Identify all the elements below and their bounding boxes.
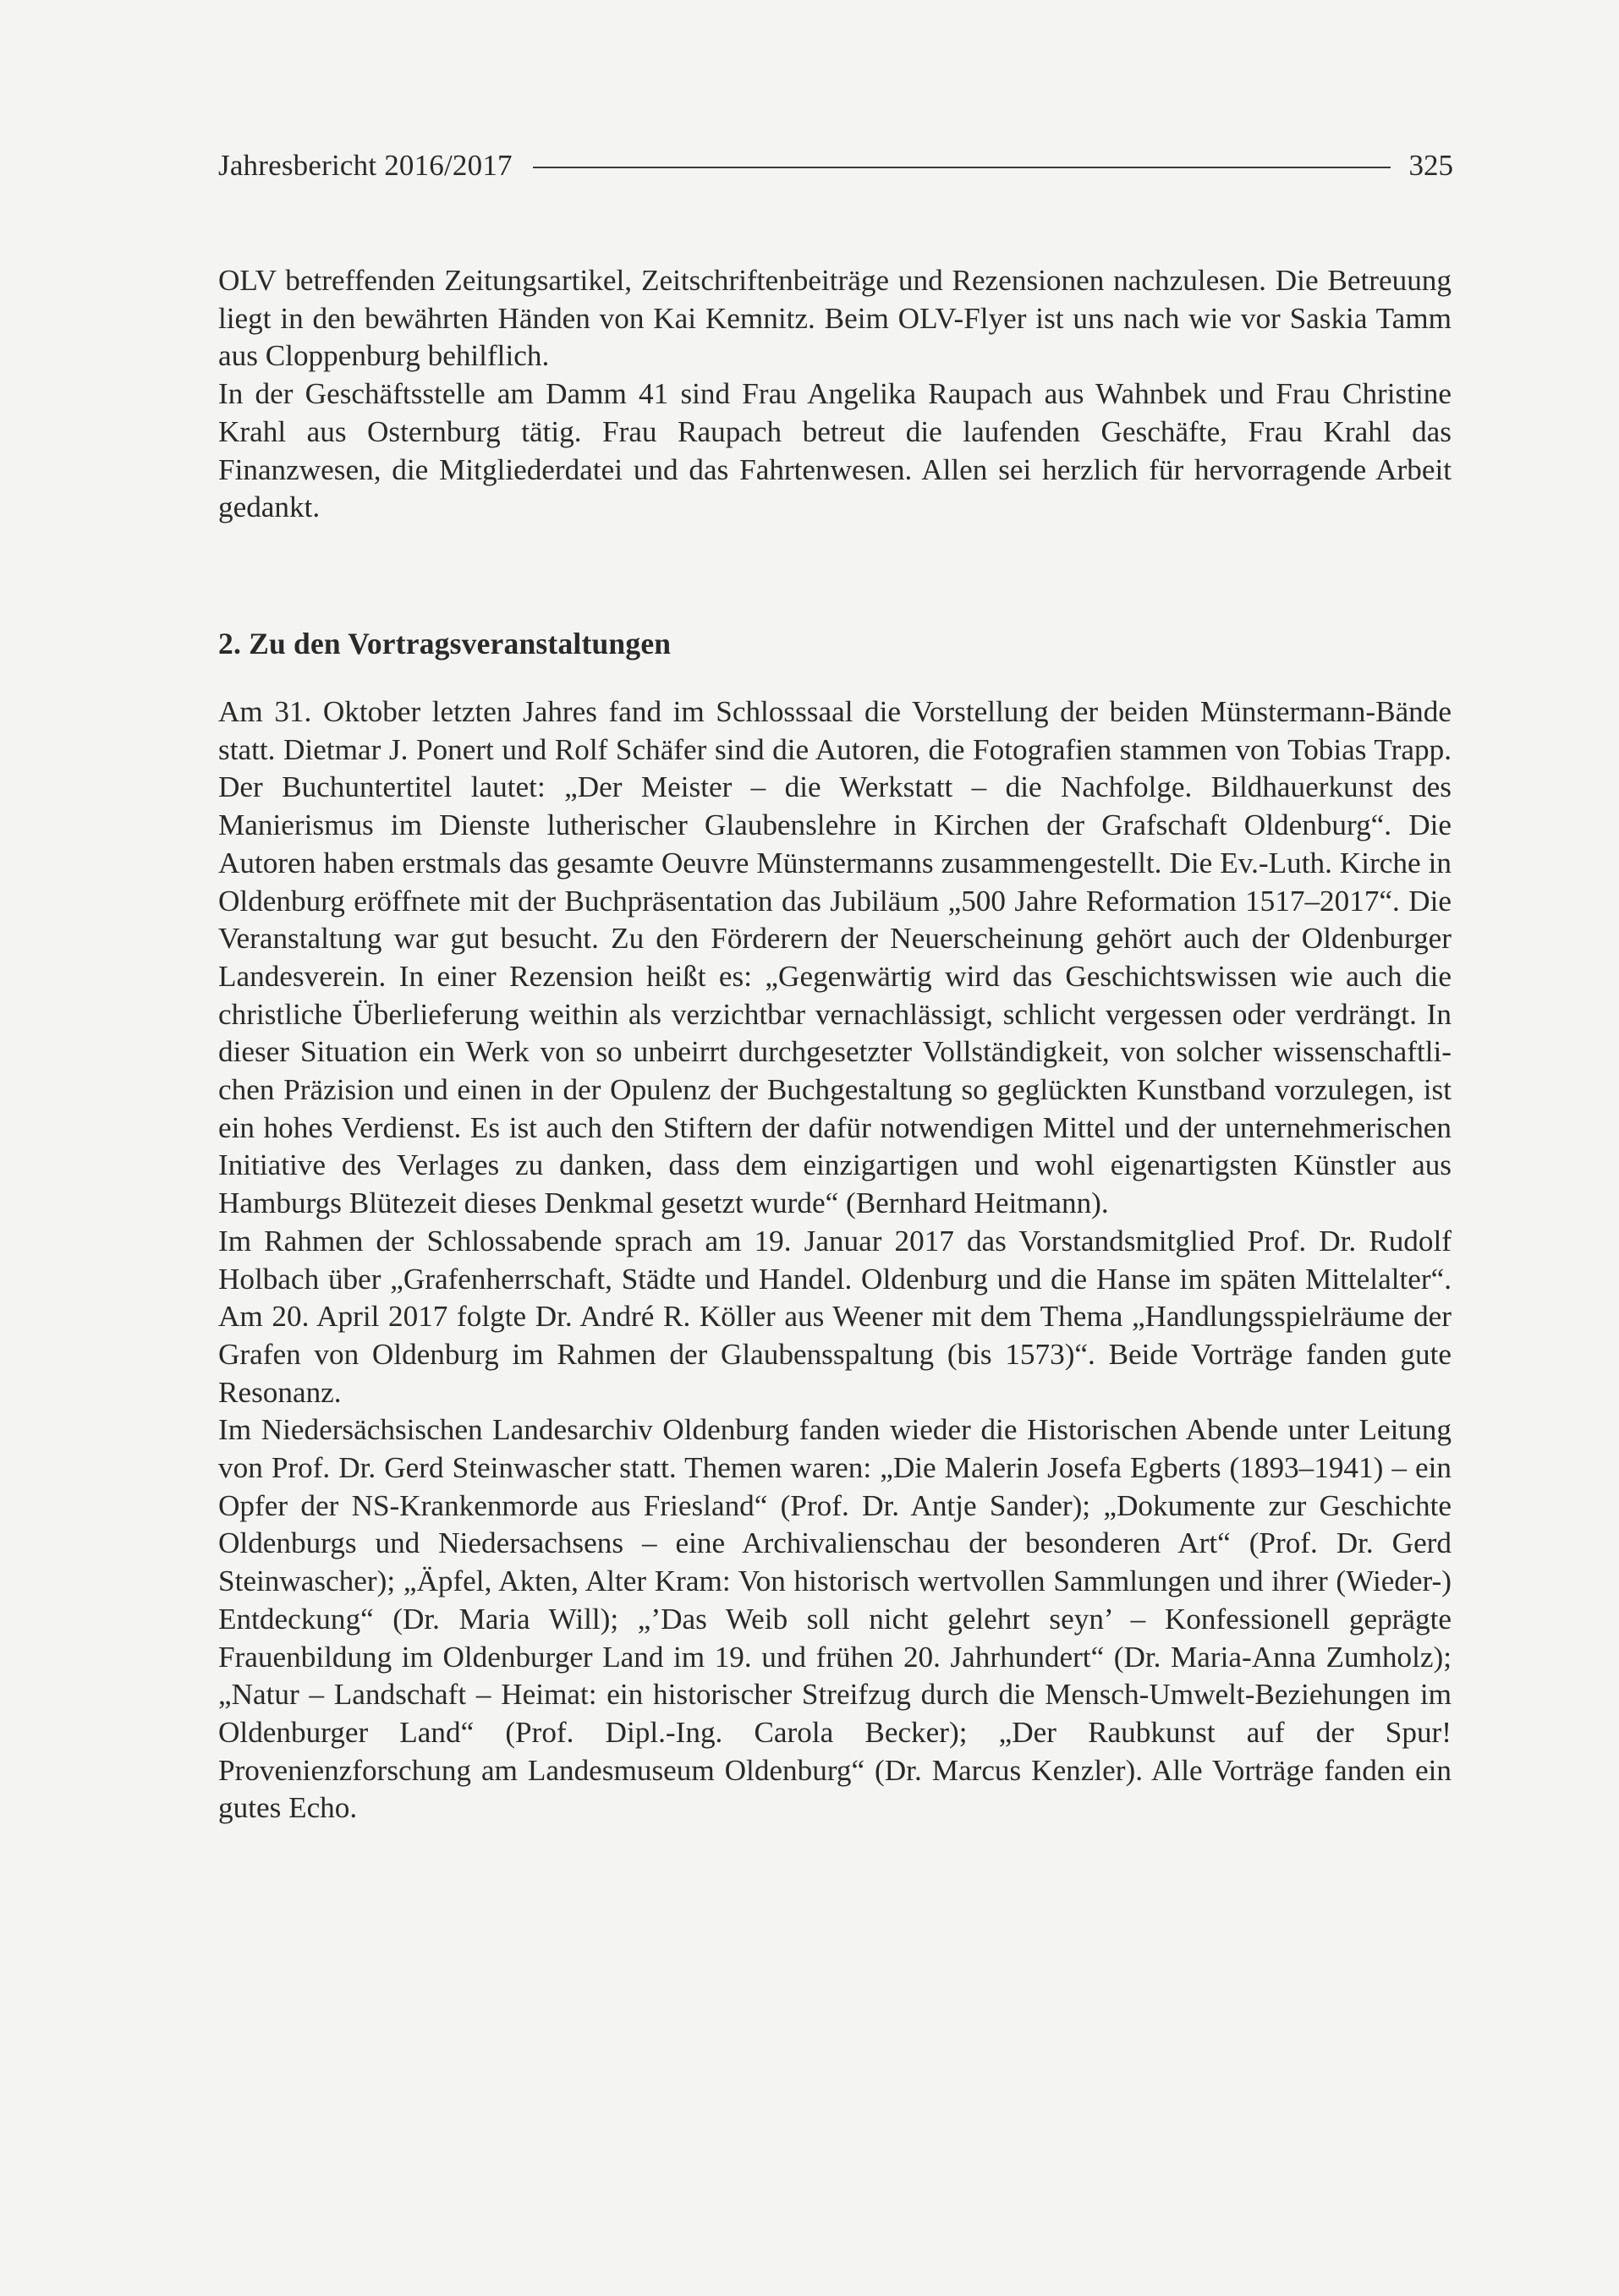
section-text-block bbox=[218, 693, 1452, 1827]
paragraph: OLV betreffenden Zeitungsartikel, Zeitschriftenbeiträge und Rezensionen nachzulesen. Die Betreuung liegt in den bewährten Händen von Kai Kemnitz. Beim OLV-Flyer ist uns nach wie vor Saskia Tamm aus Cloppenburg behilflich. bbox=[218, 264, 1452, 373]
running-title: Jahresbericht 2016/2017 bbox=[218, 149, 513, 182]
paragraph: In der Geschäftsstelle am Damm 41 sind Frau Angelika Raupach aus Wahnbek und Frau Christine Krahl aus Osternburg tätig. Frau Raupach betreut die laufenden Geschäfte, Frau Krahl das Finanzwesen, die Mitgliederdatei und das Fahrtenwesen. Allen sei herzlich für hervorragende Arbeit gedankt. bbox=[218, 377, 1452, 524]
paragraph: Im Niedersächsischen Landesarchiv Oldenburg fanden wieder die Historischen Abende unter Leitung von Prof. Dr. Gerd Steinwascher statt. Themen waren: „Die Malerin Josefa Egberts (1893–1941) – ein Opfer der NS-Krankenmorde aus Friesland“ (Prof. Dr. Antje Sander); „Dokumente zur Geschichte Oldenburgs und Niedersachsens – eine Archivalienschau der besonderen Art“ (Prof. Dr. Gerd Steinwascher); „Äpfel, Akten, Alter Kram: Von historisch wertvollen Sammlungen und ihrer (Wieder-) Entdeckung“ (Dr. Maria Will); „’Das Weib soll nicht gelehrt seyn’ – Konfessionell geprägte Frauenbildung im Oldenburger Land im 19. und frühen 20. Jahrhundert“ (Dr. Maria-Anna Zumholz); „Natur – Landschaft – Heimat: ein historischer Streifzug durch die Mensch-Umwelt-Beziehungen im Oldenburger Land“ (Prof. Dipl.-Ing. Carola Becker); „Der Raubkunst auf der Spur! Provenienzforschung am Landesmuseum Oldenburg“ (Dr. Marcus Kenzler). Alle Vorträge fanden ein gutes Echo. bbox=[218, 1413, 1452, 1825]
header-rule bbox=[533, 167, 1391, 168]
section-heading: 2. Zu den Vortragsveranstaltungen bbox=[218, 627, 672, 660]
intro-text-block bbox=[218, 262, 1452, 527]
paragraph: Am 31. Oktober letzten Jahres fand im Schlosssaal die Vorstellung der beiden Münstermann-Bände statt. Dietmar J. Ponert und Rolf Schäfer sind die Autoren, die Fotografien stammen von Tobias Trapp. Der Buchuntertitel lautet: „Der Meister – die Werkstatt – die Nachfolge. Bildhauerkunst des Manierismus im Dienste lutherischer Glaubenslehre in Kirchen der Grafschaft Oldenburg“. Die Autoren haben erstmals das gesamte Oeuvre Münstermanns zusammengestellt. Die Ev.-Luth. Kirche in Oldenburg eröffnete mit der Buchpräsentation das Jubiläum „500 Jahre Reformation 1517–2017“. Die Veranstaltung war gut besucht. Zu den Förderern der Neuerscheinung gehört auch der Oldenburger Landesverein. In einer Rezension heißt es: „Gegenwärtig wird das Geschichtswissen wie auch die christliche Überlieferung weithin als verzichtbar vernachlässigt, schlicht vergessen oder verdrängt. In dieser Situation ein Werk von so unbeirrt durchgesetzter Vollständigkeit, von solcher wissenschaftlichen Präzision und einen in der Opulenz der Buchgestaltung so geglückten Kunstband vorzulegen, ist ein hohes Verdienst. Es ist auch den Stiftern der dafür notwendigen Mittel und der unternehmerischen Initiative des Verlages zu danken, dass dem einzigartigen und wohl eigenartigsten Künstler aus Hamburgs Blütezeit dieses Denkmal gesetzt wurde“ (Bernhard Heitmann). bbox=[218, 695, 1452, 1220]
page-number: 325 bbox=[1408, 149, 1453, 182]
paragraph: Im Rahmen der Schlossabende sprach am 19. Januar 2017 das Vorstandsmitglied Prof. Dr. Rudolf Holbach über „Grafenherrschaft, Städte und Handel. Oldenburg und die Hanse im späten Mittelalter“. Am 20. April 2017 folgte Dr. André R. Köller aus Weener mit dem Thema „Handlungsspielräume der Grafen von Oldenburg im Rahmen der Glaubensspaltung (bis 1573)“. Beide Vorträge fanden gute Resonanz. bbox=[218, 1224, 1452, 1409]
running-header bbox=[218, 144, 1453, 188]
